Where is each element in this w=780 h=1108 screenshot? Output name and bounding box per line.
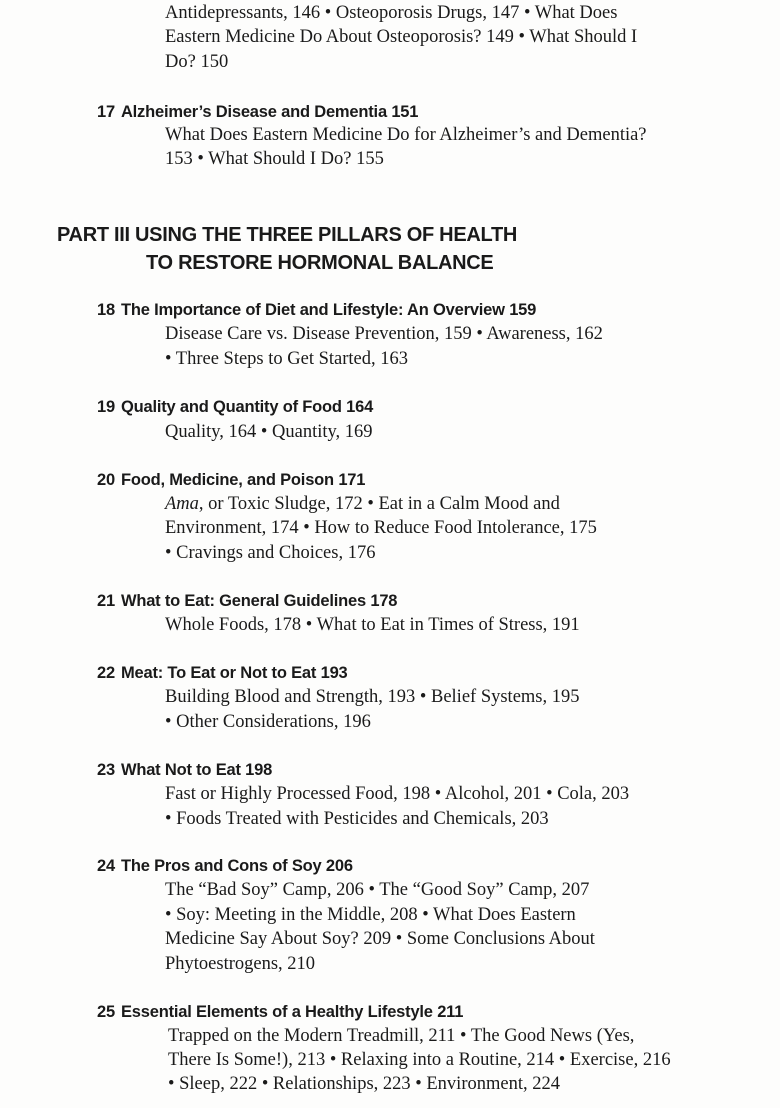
chapter-heading <box>97 101 418 123</box>
chapter-title: What to Eat: General Guidelines <box>120 592 366 610</box>
subentry-text: Quality, 164 • Quantity, 169 <box>165 422 373 442</box>
toc-subentry-line: Do? 150 <box>165 52 229 72</box>
chapter-number: 25 <box>97 1003 115 1021</box>
chapter-number: 19 <box>97 398 115 416</box>
chapter-page: 159 <box>509 301 537 319</box>
chapter-heading <box>97 855 353 877</box>
toc-subentry-line <box>165 953 315 975</box>
chapter-heading <box>97 469 365 491</box>
chapter-page: 206 <box>325 857 353 875</box>
toc-subentry-line: Eastern Medicine Do About Osteoporosis? 149 • What Should I <box>165 27 638 47</box>
chapter-heading <box>97 299 536 321</box>
toc-subentry-line <box>168 1025 634 1047</box>
subentry-text: There Is Some!), 213 • Relaxing into a Routine, 214 • Exercise, 216 <box>168 1050 671 1070</box>
subentry-text: Phytoestrogens, 210 <box>165 954 316 974</box>
chapter-number: 24 <box>97 857 115 875</box>
chapter-title: The Importance of Diet and Lifestyle: An Overview <box>120 301 505 319</box>
subentry-text: Fast or Highly Processed Food, 198 • Alcohol, 201 • Cola, 203 <box>165 784 630 804</box>
toc-subentry-line <box>165 421 373 443</box>
chapter-heading <box>97 396 373 418</box>
toc-subentry-line <box>168 1073 560 1095</box>
toc-subentry-line <box>165 808 549 830</box>
subentry-text: Medicine Say About Soy? 209 • Some Conclusions About <box>165 929 595 949</box>
chapter-heading <box>97 759 272 781</box>
subentry-text: • Foods Treated with Pesticides and Chemicals, 203 <box>165 809 549 829</box>
chapter-number: 17 <box>97 103 115 121</box>
chapter-page: 151 <box>391 103 419 121</box>
chapter-heading <box>97 662 348 684</box>
part-heading-line: TO RESTORE HORMONAL BALANCE <box>146 252 494 274</box>
subentry-text: • Cravings and Choices, 176 <box>165 543 376 563</box>
subentry-text: What Does Eastern Medicine Do for Alzheimer’s and Dementia? <box>165 125 647 145</box>
chapter-heading <box>97 590 397 612</box>
subentry-text: , or Toxic Sludge, 172 • Eat in a Calm Mood and <box>198 494 560 514</box>
toc-subentry-line <box>165 348 408 370</box>
toc-subentry-line <box>165 323 603 345</box>
chapter-number: 22 <box>97 664 115 682</box>
subentry-text: • Soy: Meeting in the Middle, 208 • What Does Eastern <box>165 905 576 925</box>
chapter-page: 211 <box>437 1003 464 1021</box>
chapter-number: 20 <box>97 471 115 489</box>
toc-subentry-line <box>165 686 580 708</box>
chapter-page: 193 <box>320 664 348 682</box>
chapter-heading <box>97 1001 463 1023</box>
subentry-text: Whole Foods, 178 • What to Eat in Times of Stress, 191 <box>165 615 580 635</box>
chapter-page: 171 <box>338 471 366 489</box>
chapter-title: Quality and Quantity of Food <box>120 398 342 416</box>
subentry-text: Disease Care vs. Disease Prevention, 159 • Awareness, 162 <box>165 324 603 344</box>
toc-subentry-line <box>165 148 384 170</box>
toc-subentry-line <box>165 517 597 539</box>
subentry-text: • Other Considerations, 196 <box>165 712 371 732</box>
toc-subentry-line <box>165 711 371 733</box>
subentry-text: • Three Steps to Get Started, 163 <box>165 349 408 369</box>
toc-subentry-line <box>165 542 375 564</box>
chapter-page: 164 <box>346 398 374 416</box>
toc-subentry-line <box>165 783 629 805</box>
subentry-text: • Sleep, 222 • Relationships, 223 • Environment, 224 <box>168 1074 560 1094</box>
toc-subentry-line <box>165 879 589 901</box>
italic-term: Ama <box>165 494 199 514</box>
chapter-title: What Not to Eat <box>120 761 241 779</box>
toc-subentry-line <box>165 124 647 146</box>
chapter-number: 23 <box>97 761 115 779</box>
toc-subentry-line <box>165 614 580 636</box>
subentry-text: Trapped on the Modern Treadmill, 211 • The Good News (Yes, <box>168 1026 635 1046</box>
toc-subentry-line <box>168 1049 671 1071</box>
toc-subentry-line: Antidepressants, 146 • Osteoporosis Drugs, 147 • What Does <box>165 3 618 23</box>
chapter-page: 198 <box>245 761 273 779</box>
chapter-number: 18 <box>97 301 115 319</box>
toc-subentry-line <box>165 928 595 950</box>
part-heading-line: PART III USING THE THREE PILLARS OF HEALTH <box>57 224 517 246</box>
chapter-number: 21 <box>97 592 115 610</box>
chapter-title: Meat: To Eat or Not to Eat <box>120 664 317 682</box>
chapter-title: The Pros and Cons of Soy <box>120 857 322 875</box>
chapter-title: Alzheimer’s Disease and Dementia <box>120 103 387 121</box>
chapter-title: Food, Medicine, and Poison <box>120 471 334 489</box>
chapter-title: Essential Elements of a Healthy Lifestyle <box>120 1003 433 1021</box>
subentry-text: 153 • What Should I Do? 155 <box>165 149 384 169</box>
subentry-text: The “Bad Soy” Camp, 206 • The “Good Soy” Camp, 207 <box>165 880 590 900</box>
chapter-page: 178 <box>370 592 398 610</box>
subentry-text: Building Blood and Strength, 193 • Belief Systems, 195 <box>165 687 580 707</box>
toc-subentry-line <box>165 904 576 926</box>
toc-subentry-line <box>165 493 560 515</box>
subentry-text: Environment, 174 • How to Reduce Food Intolerance, 175 <box>165 518 597 538</box>
